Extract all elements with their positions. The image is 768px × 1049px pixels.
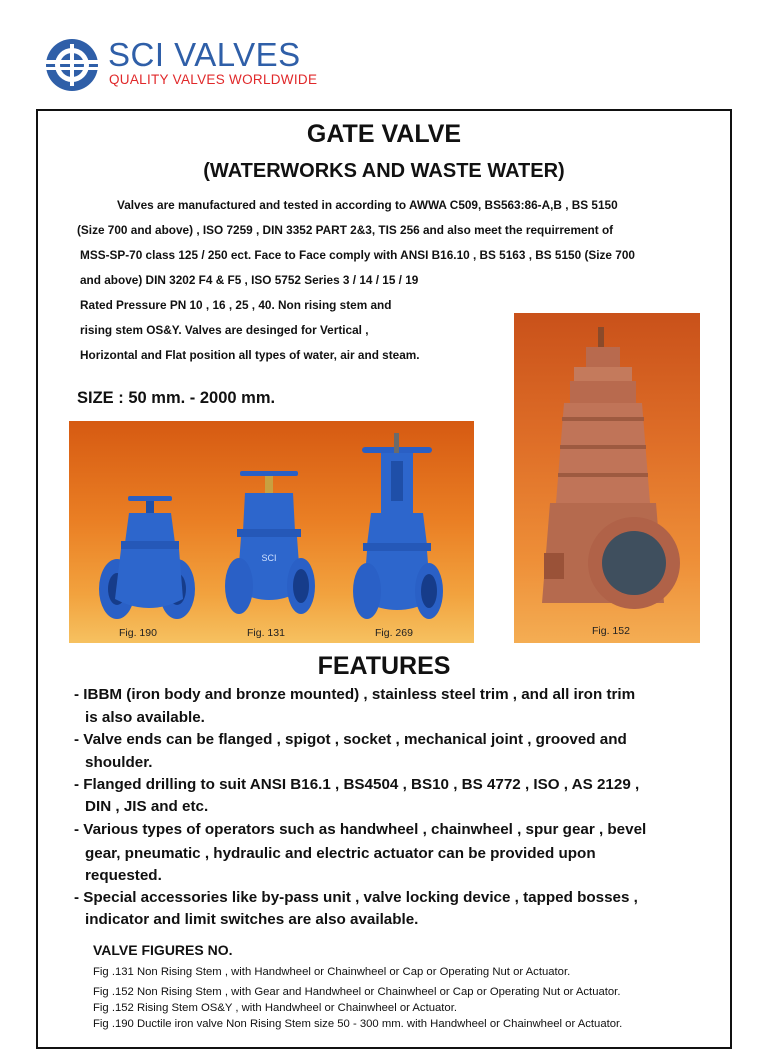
fig-269-label: Fig. 269 bbox=[375, 627, 413, 639]
sci-logo-icon bbox=[44, 38, 100, 92]
valve-figures-heading: VALVE FIGURES NO. bbox=[93, 942, 233, 958]
valve-marking: SCI bbox=[261, 553, 277, 563]
intro-line: Valves are manufactured and tested in according to AWWA C509, BS563:86-A,B , BS 5150 bbox=[117, 198, 618, 212]
fig-190-label: Fig. 190 bbox=[119, 627, 157, 639]
page-subtitle: (WATERWORKS AND WASTE WATER) bbox=[203, 160, 565, 182]
valve-figure-line: Fig .190 Ductile iron valve Non Rising Stem size 50 - 300 mm. with Handwheel or Chainwheel or Actuator. bbox=[93, 1018, 623, 1030]
intro-line: and above) DIN 3202 F4 & F5 , ISO 5752 Series 3 / 14 / 15 / 19 bbox=[80, 273, 419, 287]
valve-fig190-image bbox=[99, 496, 195, 619]
size-range: SIZE : 50 mm. - 2000 mm. bbox=[77, 389, 276, 407]
valve-figure-line: Fig .152 Non Rising Stem , with Gear and Handwheel or Chainwheel or Cap or Operating Nut or Actuator. bbox=[93, 986, 621, 998]
intro-line: Rated Pressure PN 10 , 16 , 25 , 40. Non rising stem and bbox=[80, 298, 392, 312]
feature-item: - Various types of operators such as handwheel , chainwheel , spur gear , bevel bbox=[74, 821, 647, 838]
feature-item: - Special accessories like by-pass unit , valve locking device , tapped bosses , bbox=[74, 889, 638, 906]
valve-fig269-image bbox=[353, 433, 443, 619]
intro-line: rising stem OS&Y. Valves are desinged for Vertical , bbox=[80, 323, 369, 337]
feature-item-cont: is also available. bbox=[85, 709, 205, 726]
brand-name: SCI VALVES bbox=[108, 36, 301, 73]
intro-line: Horizontal and Flat position all types of water, air and steam. bbox=[80, 348, 420, 362]
fig-131-label: Fig. 131 bbox=[247, 627, 285, 639]
valves-photo bbox=[69, 421, 474, 643]
valve-figure-line: Fig .152 Rising Stem OS&Y , with Handwheel or Chainwheel or Actuator. bbox=[93, 1002, 457, 1014]
feature-item-cont: gear, pneumatic , hydraulic and electric actuator can be provided upon bbox=[85, 845, 596, 862]
feature-item: - IBBM (iron body and bronze mounted) , stainless steel trim , and all iron trim bbox=[74, 686, 636, 703]
features-heading: FEATURES bbox=[317, 652, 451, 680]
page-title: GATE VALVE bbox=[306, 120, 462, 148]
intro-line: (Size 700 and above) , ISO 7259 , DIN 3352 PART 2&3, TIS 256 and also meet the requirrement of bbox=[77, 223, 614, 237]
brand-tagline: QUALITY VALVES WORLDWIDE bbox=[109, 72, 318, 87]
feature-item: - Valve ends can be flanged , spigot , socket , mechanical joint , grooved and bbox=[74, 731, 627, 748]
feature-item-cont: requested. bbox=[85, 867, 162, 884]
feature-item-cont: shoulder. bbox=[85, 754, 153, 771]
feature-item-cont: DIN , JIS and etc. bbox=[85, 798, 209, 815]
brand-logo bbox=[44, 38, 344, 94]
large-valve-photo bbox=[514, 313, 700, 643]
feature-item: - Flanged drilling to suit ANSI B16.1 , BS4504 , BS10 , BS 4772 , ISO , AS 2129 , bbox=[74, 776, 640, 793]
fig-152-label: Fig. 152 bbox=[592, 625, 630, 637]
valve-figure-line: Fig .131 Non Rising Stem , with Handwheel or Chainwheel or Cap or Operating Nut or Actuator. bbox=[93, 966, 571, 978]
feature-item-cont: indicator and limit switches are also available. bbox=[85, 911, 419, 928]
intro-line: MSS-SP-70 class 125 / 250 ect. Face to Face comply with ANSI B16.10 , BS 5163 , BS 5150 (Size 700 bbox=[80, 248, 635, 262]
valve-fig152-image bbox=[542, 327, 680, 609]
valve-fig131-image bbox=[225, 471, 315, 614]
